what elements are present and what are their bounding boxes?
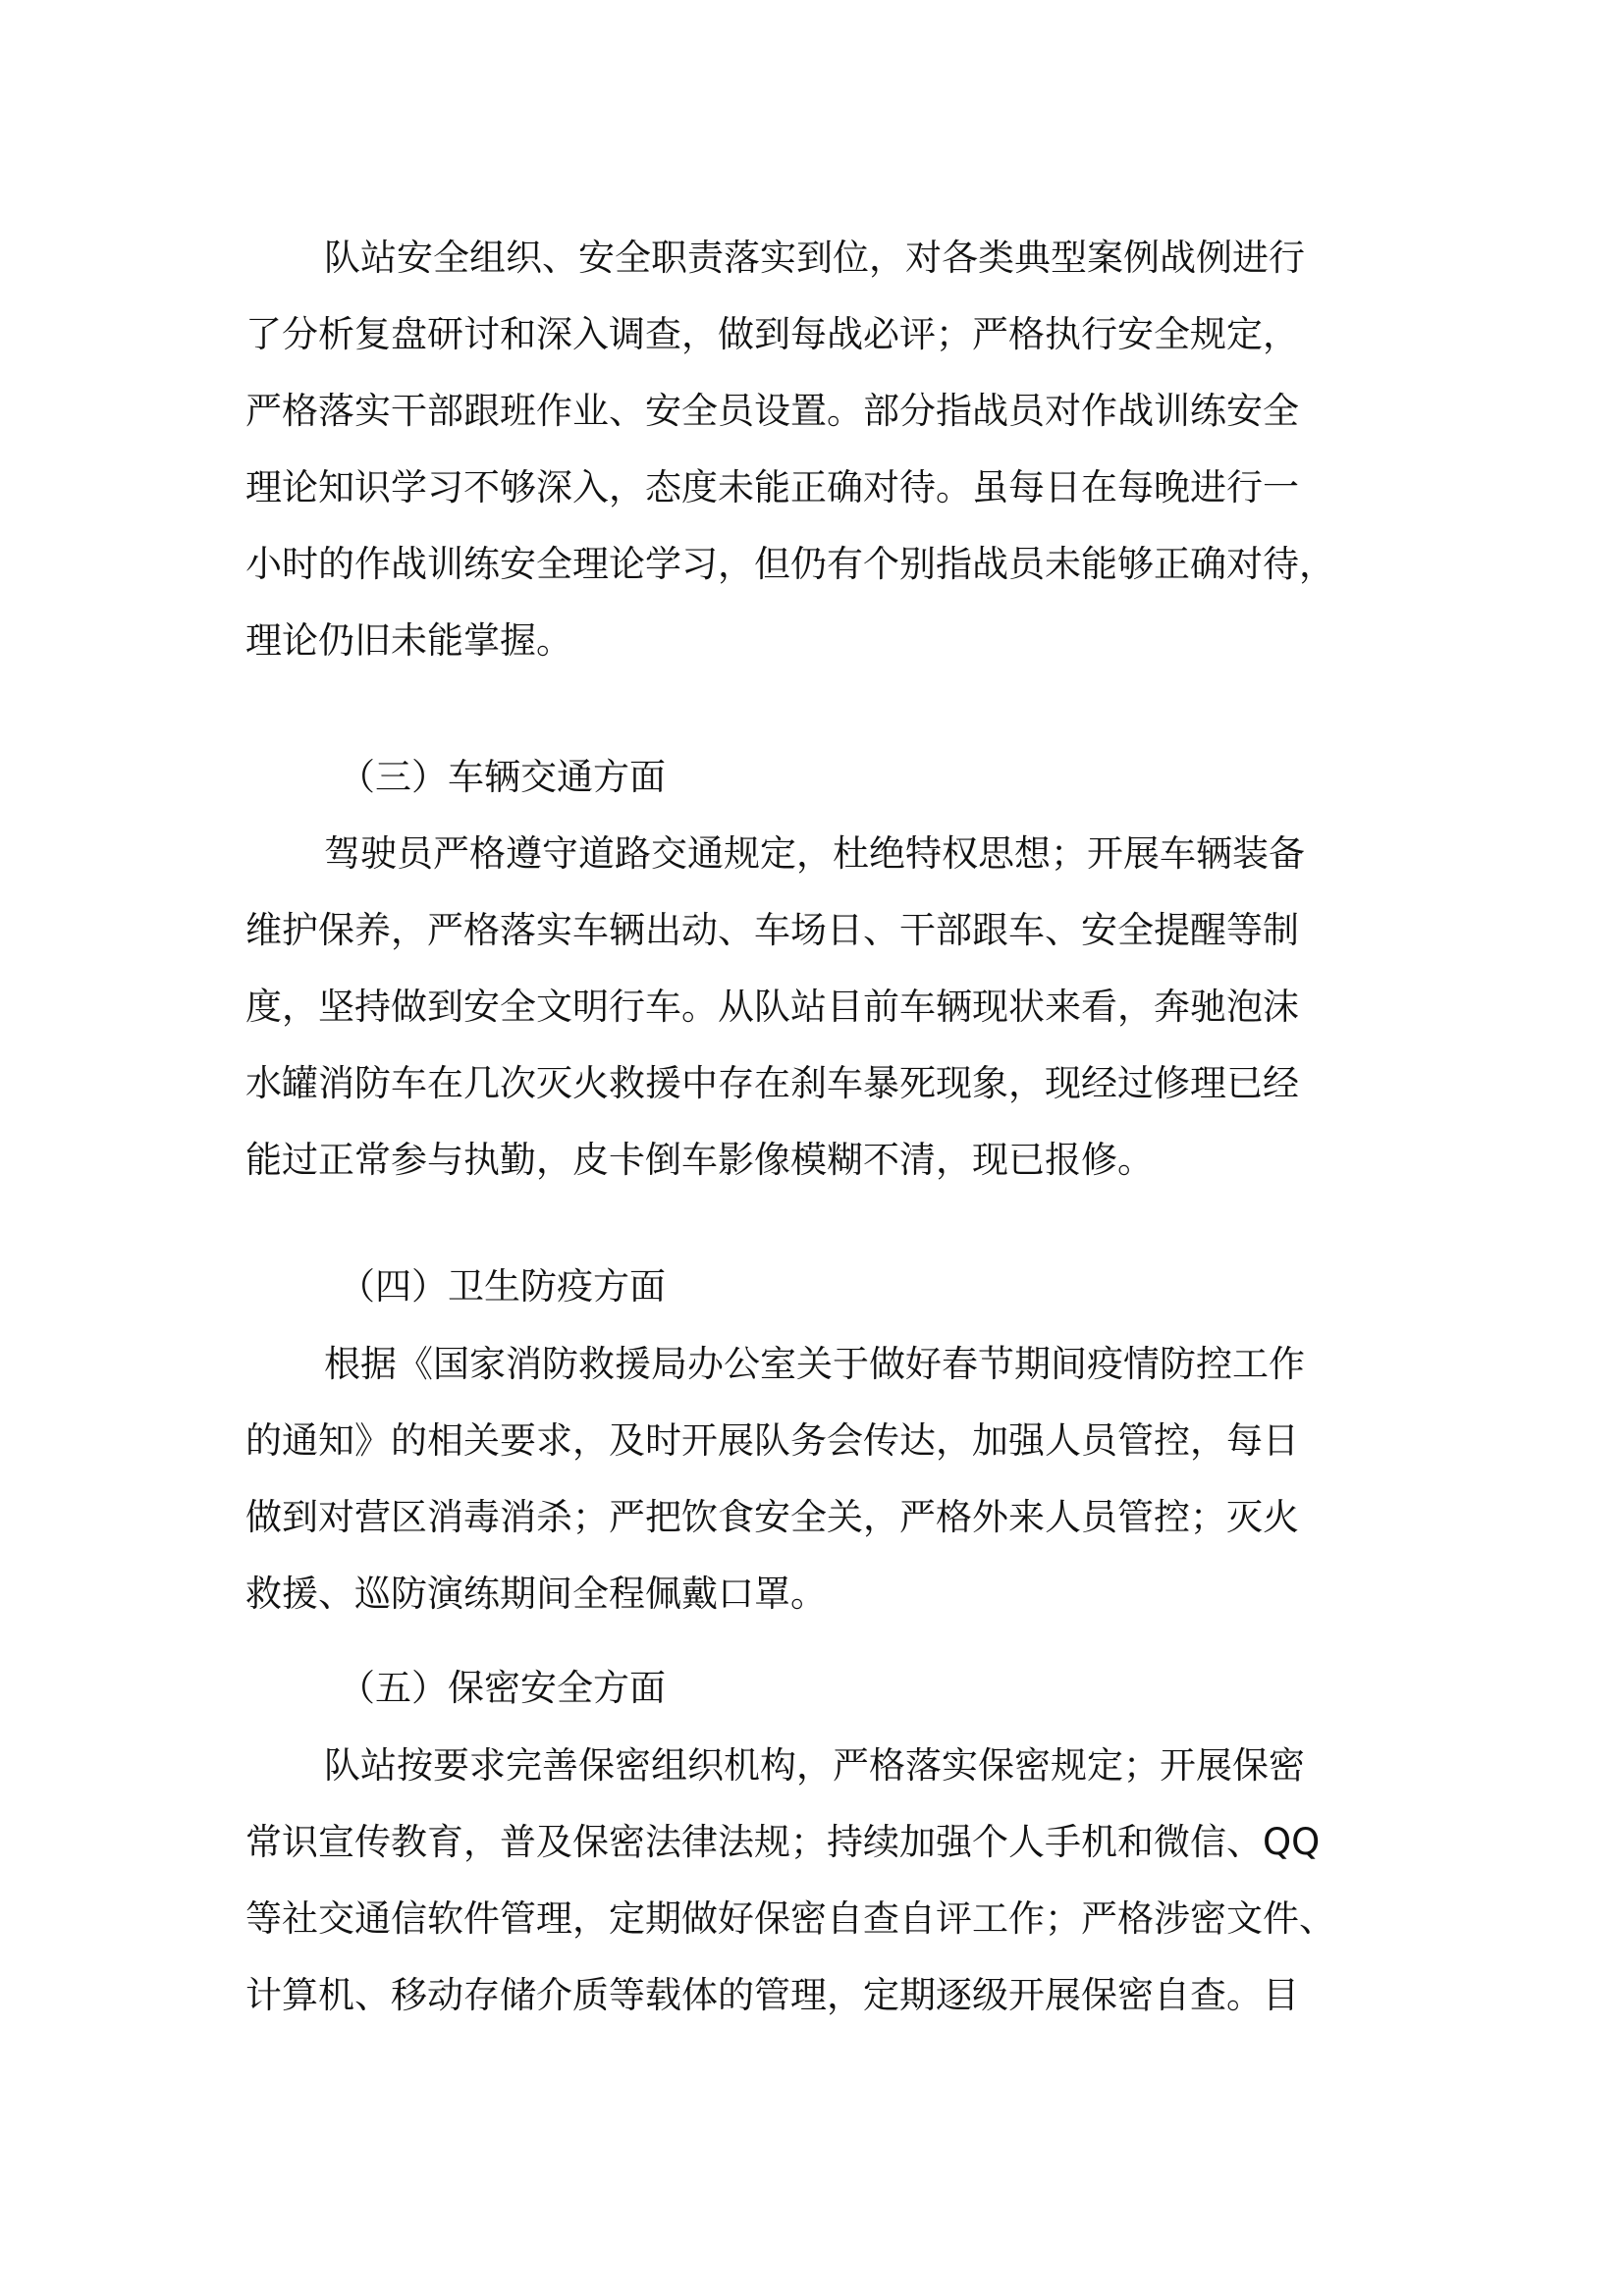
paragraph-1-line-1: 队站安全组织、安全职责落实到位，对各类典型案例战例进行 xyxy=(324,237,1305,279)
paragraph-3-line-1: 根据《国家消防救援局办公室关于做好春节期间疫情防控工作 xyxy=(324,1343,1305,1385)
section-heading-confidentiality: （五）保密安全方面 xyxy=(339,1667,666,1709)
paragraph-4-line-3: 等社交通信软件管理，定期做好保密自查自评工作；严格涉密文件、 xyxy=(245,1897,1335,1940)
paragraph-3-line-4: 救援、巡防演练期间全程佩戴口罩。 xyxy=(245,1573,827,1615)
paragraph-2-line-5: 能过正常参与执勤，皮卡倒车影像模糊不清，现已报修。 xyxy=(245,1139,1154,1181)
section-heading-health-epidemic: （四）卫生防疫方面 xyxy=(339,1265,666,1308)
paragraph-1-line-3: 严格落实干部跟班作业、安全员设置。部分指战员对作战训练安全 xyxy=(245,390,1299,432)
paragraph-1-line-6: 理论仍旧未能掌握。 xyxy=(245,619,572,662)
paragraph-2-line-2: 维护保养，严格落实车辆出动、车场日、干部跟车、安全提醒等制 xyxy=(245,909,1299,951)
paragraph-2-line-3: 度，坚持做到安全文明行车。从队站目前车辆现状来看，奔驰泡沫 xyxy=(245,986,1299,1028)
section-heading-vehicle-traffic: （三）车辆交通方面 xyxy=(339,756,666,798)
paragraph-2-line-1: 驾驶员严格遵守道路交通规定，杜绝特权思想；开展车辆装备 xyxy=(324,832,1305,875)
paragraph-2-line-4: 水罐消防车在几次灭火救援中存在刹车暴死现象，现经过修理已经 xyxy=(245,1062,1299,1104)
paragraph-3-line-3: 做到对营区消毒消杀；严把饮食安全关，严格外来人员管控；灭火 xyxy=(245,1496,1299,1538)
paragraph-4-line-1: 队站按要求完善保密组织机构，严格落实保密规定；开展保密 xyxy=(324,1744,1305,1787)
paragraph-3-line-2: 的通知》的相关要求，及时开展队务会传达，加强人员管控，每日 xyxy=(245,1419,1299,1462)
paragraph-1-line-4: 理论知识学习不够深入，态度未能正确对待。虽每日在每晚进行一 xyxy=(245,466,1299,508)
paragraph-4-line-2: 常识宣传教育，普及保密法律法规；持续加强个人手机和微信、QQ xyxy=(245,1821,1321,1863)
paragraph-1-line-2: 了分析复盘研讨和深入调查，做到每战必评；严格执行安全规定， xyxy=(245,313,1299,355)
paragraph-1-line-5: 小时的作战训练安全理论学习，但仍有个别指战员未能够正确对待， xyxy=(245,543,1335,585)
paragraph-4-line-4: 计算机、移动存储介质等载体的管理，定期逐级开展保密自查。目 xyxy=(245,1974,1299,2016)
